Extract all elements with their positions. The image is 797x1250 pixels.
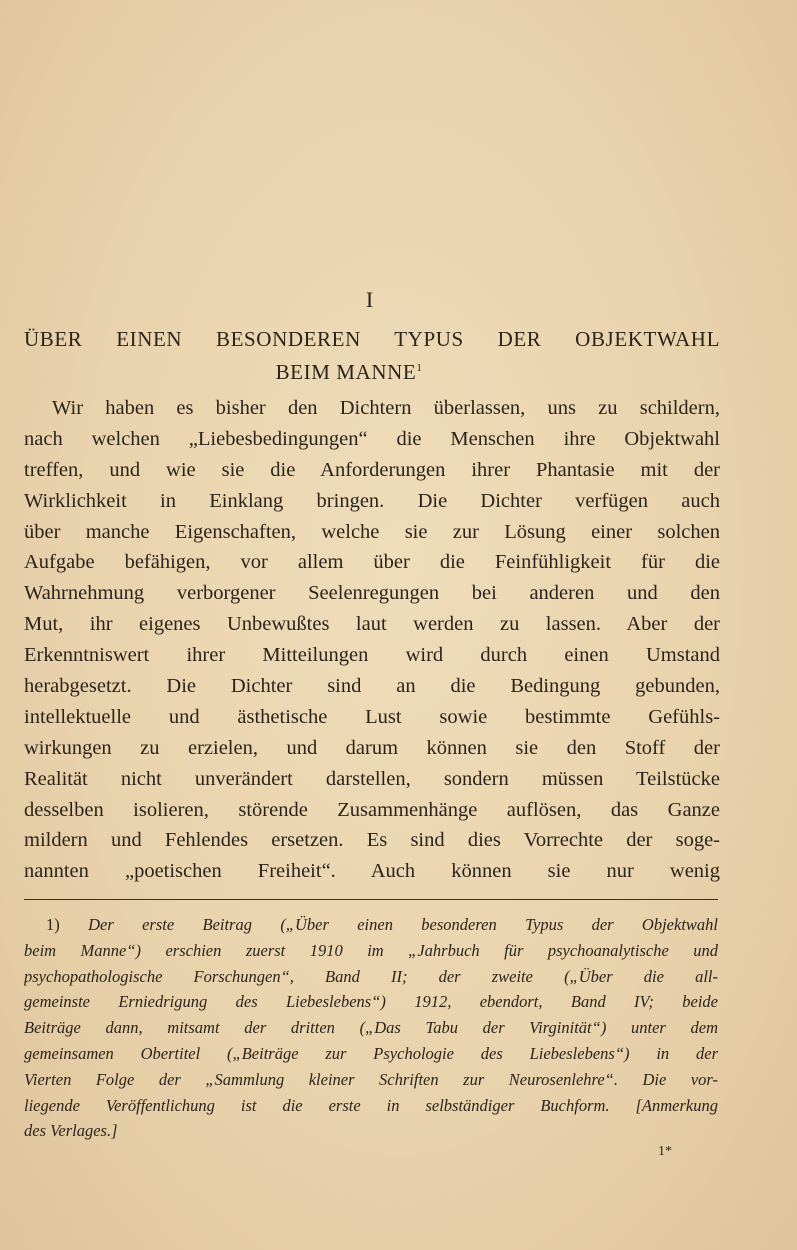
footnote-line: Beiträge dann, mitsamt der dritten („Das Tabu der Virginität“) unter dem [24, 1018, 718, 1038]
body-line: Erkenntniswert ihrer Mitteilungen wird durch einen Umstand [24, 644, 720, 667]
body-line: Wir haben es bisher den Dichtern überlassen, uns zu schildern, [52, 397, 720, 419]
footnote-line [24, 912, 718, 938]
footnote-line: des Verlages.] [24, 1121, 118, 1141]
footnote [24, 912, 718, 1144]
footnote-marker: 1) [46, 915, 60, 934]
body-line: desselben isolieren, störende Zusammenhänge auflösen, das Ganze [24, 798, 720, 821]
chapter-number: I [365, 287, 375, 312]
body-line: mildern und Fehlendes ersetzen. Es sind dies Vorrechte der soge- [24, 829, 720, 852]
body-line: über manche Eigenschaften, welche sie zur Lösung einer solchen [24, 520, 720, 543]
body-line: Wirklichkeit in Einklang bringen. Die Dichter verfügen auch [24, 489, 720, 512]
footnote-divider [24, 899, 718, 900]
chapter-title-line-2 [24, 360, 674, 385]
body-line: nannten „poetischen Freiheit“. Auch können sie nur wenig [24, 860, 720, 883]
footnote-line: gemeinsamen Obertitel („Beiträge zur Psychologie des Liebeslebens“) in der [24, 1043, 718, 1063]
signature-mark: 1* [658, 1144, 672, 1159]
footnote-line: liegende Veröffentlichung ist die erste in selbständiger Buchform. [Anmerkung [24, 1095, 718, 1115]
body-line: Mut, ihr eigenes Unbewußtes laut werden zu lassen. Aber der [24, 613, 720, 636]
footnote-line: beim Manne“) erschien zuerst 1910 im „Jahrbuch für psychoanalytische und [24, 940, 718, 960]
body-line: Aufgabe befähigen, vor allem über die Feinfühligkeit für die [24, 551, 720, 574]
body-line: Wahrnehmung verborgener Seelenregungen bei anderen und den [24, 582, 720, 605]
body-line: intellektuelle und ästhetische Lust sowie bestimmte Gefühls- [24, 705, 720, 728]
footnote-line: Vierten Folge der „Sammlung kleiner Schriften zur Neurosenlehre“. Die vor- [24, 1069, 718, 1089]
chapter-title-line-1: ÜBER EINEN BESONDEREN TYPUS DER OBJEKTWAHL [24, 327, 720, 351]
footnote-reference[interactable]: 1 [416, 362, 423, 374]
body-line: treffen, und wie sie die Anforderungen ihrer Phantasie mit der [24, 458, 720, 481]
body-line: Realität nicht unverändert darstellen, sondern müssen Teilstücke [24, 767, 720, 790]
footnote-line: psychopathologische Forschungen“, Band II; der zweite („Über die all- [24, 966, 718, 986]
footnote-line: gemeinste Erniedrigung des Liebeslebens“) 1912, ebendort, Band IV; beide [24, 992, 718, 1012]
footnote-line-text: Der erste Beitrag („Über einen besonderen Typus der Objektwahl [88, 915, 718, 934]
body-line: wirkungen zu erzielen, und darum können sie den Stoff der [24, 736, 720, 759]
chapter-title-line-2-text: BEIM MANNE [275, 360, 417, 384]
body-text [24, 393, 720, 887]
body-line: herabgesetzt. Die Dichter sind an die Bedingung gebunden, [24, 675, 720, 698]
body-line: nach welchen „Liebesbedingungen“ die Menschen ihre Objektwahl [24, 427, 720, 450]
